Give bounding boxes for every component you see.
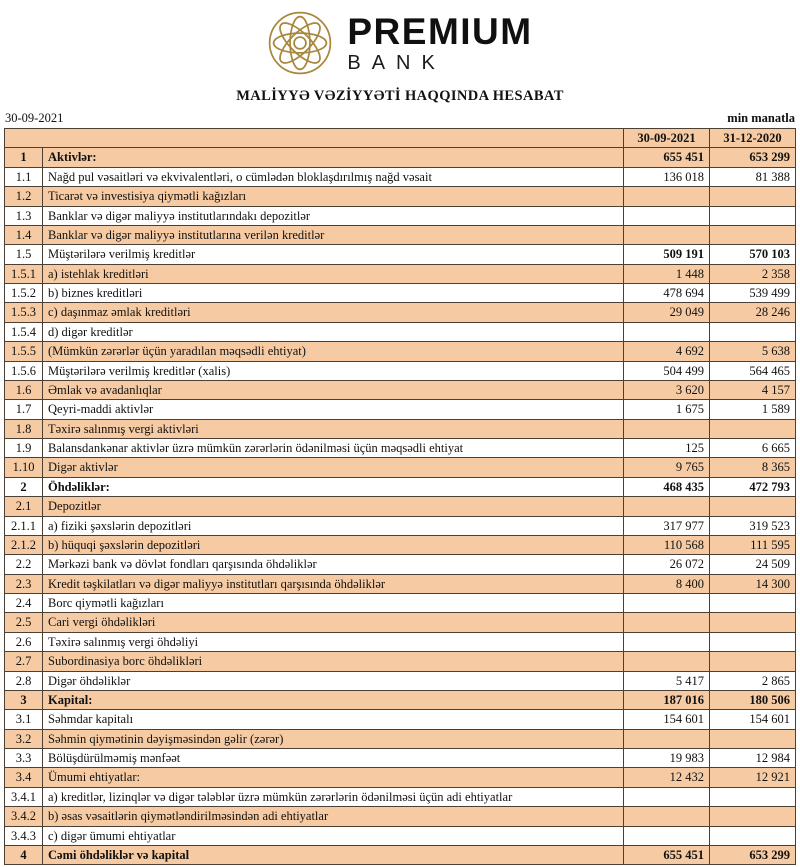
- row-label: Digər aktivlər: [43, 458, 624, 477]
- row-value-current: 29 049: [624, 303, 710, 322]
- row-label: Depozitlər: [43, 497, 624, 516]
- row-number: 2.1.2: [5, 535, 43, 554]
- row-value-current: [624, 652, 710, 671]
- row-number: 1.5: [5, 245, 43, 264]
- row-value-previous: 6 665: [710, 439, 796, 458]
- row-label: c) digər ümumi ehtiyatlar: [43, 826, 624, 845]
- row-value-current: [624, 826, 710, 845]
- row-label: Borc qiymətli kağızları: [43, 594, 624, 613]
- row-number: 1: [5, 148, 43, 167]
- row-label: Təxirə salınmış vergi aktivləri: [43, 419, 624, 438]
- row-value-current: 1 675: [624, 400, 710, 419]
- row-value-previous: 564 465: [710, 361, 796, 380]
- row-label: Banklar və digər maliyyə institutlarına verilən kreditlər: [43, 225, 624, 244]
- row-value-previous: 319 523: [710, 516, 796, 535]
- row-label: a) fiziki şəxslərin depozitləri: [43, 516, 624, 535]
- row-number: 1.1: [5, 167, 43, 186]
- table-row: [5, 206, 796, 225]
- table-row: [5, 458, 796, 477]
- row-label: Əmlak və avadanlıqlar: [43, 380, 624, 399]
- table-row: [5, 574, 796, 593]
- row-value-previous: [710, 419, 796, 438]
- row-value-current: 9 765: [624, 458, 710, 477]
- table-row: [5, 439, 796, 458]
- row-label: c) daşınmaz əmlak kreditləri: [43, 303, 624, 322]
- row-value-previous: 472 793: [710, 477, 796, 496]
- row-label: Ümumi ehtiyatlar:: [43, 768, 624, 787]
- row-label: Müştərilərə verilmiş kreditlər (xalis): [43, 361, 624, 380]
- row-value-previous: 2 358: [710, 264, 796, 283]
- row-value-current: 136 018: [624, 167, 710, 186]
- row-value-current: [624, 187, 710, 206]
- brand-name: PREMIUM: [347, 11, 533, 52]
- row-label: (Mümkün zərərlər üçün yaradılan məqsədli ehtiyat): [43, 342, 624, 361]
- row-number: 2.4: [5, 594, 43, 613]
- table-row: [5, 187, 796, 206]
- table-row: [5, 264, 796, 283]
- row-label: Müştərilərə verilmiş kreditlər: [43, 245, 624, 264]
- row-value-current: 478 694: [624, 284, 710, 303]
- row-label: Banklar və digər maliyyə institutlarındakı depozitlər: [43, 206, 624, 225]
- row-label: Kredit təşkilatları və digər maliyyə institutları qarşısında öhdəliklər: [43, 574, 624, 593]
- row-label: Ticarət və investisiya qiymətli kağızları: [43, 187, 624, 206]
- row-value-current: 3 620: [624, 380, 710, 399]
- column-header-empty: [5, 129, 624, 148]
- table-row: [5, 167, 796, 186]
- row-value-current: 655 451: [624, 148, 710, 167]
- row-number: 1.3: [5, 206, 43, 225]
- row-number: 1.7: [5, 400, 43, 419]
- row-label: d) digər kreditlər: [43, 322, 624, 341]
- row-value-current: [624, 807, 710, 826]
- unit-label: min manatla: [727, 111, 795, 125]
- row-value-current: 1 448: [624, 264, 710, 283]
- row-label: Digər öhdəliklər: [43, 671, 624, 690]
- table-row: [5, 613, 796, 632]
- row-number: 3.1: [5, 710, 43, 729]
- row-value-current: [624, 322, 710, 341]
- table-row: [5, 594, 796, 613]
- row-value-current: 26 072: [624, 555, 710, 574]
- row-label: Subordinasiya borc öhdəlikləri: [43, 652, 624, 671]
- financial-table: [4, 128, 796, 865]
- row-number: 1.6: [5, 380, 43, 399]
- row-value-current: [624, 206, 710, 225]
- row-number: 2.6: [5, 632, 43, 651]
- row-number: 2.2: [5, 555, 43, 574]
- row-label: Aktivlər:: [43, 148, 624, 167]
- row-value-previous: [710, 497, 796, 516]
- row-value-current: 12 432: [624, 768, 710, 787]
- row-value-previous: [710, 206, 796, 225]
- column-header-current-date: 30-09-2021: [624, 129, 710, 148]
- row-number: 1.5.6: [5, 361, 43, 380]
- row-value-current: 5 417: [624, 671, 710, 690]
- row-value-previous: 180 506: [710, 690, 796, 709]
- row-number: 3: [5, 690, 43, 709]
- row-value-previous: [710, 187, 796, 206]
- row-label: b) biznes kreditləri: [43, 284, 624, 303]
- row-number: 1.2: [5, 187, 43, 206]
- row-label: a) kreditlər, lizinqlər və digər tələblər üzrə mümkün zərərlərin ödənilməsi üçün adi ehtiyatlar: [43, 787, 624, 806]
- row-number: 3.4.1: [5, 787, 43, 806]
- table-row: [5, 303, 796, 322]
- row-value-previous: [710, 787, 796, 806]
- row-value-current: [624, 419, 710, 438]
- report-table-body: [5, 148, 796, 865]
- row-value-current: 110 568: [624, 535, 710, 554]
- row-value-previous: [710, 322, 796, 341]
- row-label: Cəmi öhdəliklər və kapital: [43, 845, 624, 864]
- row-value-previous: [710, 594, 796, 613]
- table-row: [5, 477, 796, 496]
- row-value-current: 19 983: [624, 749, 710, 768]
- row-value-current: 504 499: [624, 361, 710, 380]
- row-number: 2.3: [5, 574, 43, 593]
- row-number: 3.4.3: [5, 826, 43, 845]
- table-row: [5, 516, 796, 535]
- page-title: MALİYYƏ VƏZİYYƏTİ HAQQINDA HESABAT: [236, 88, 564, 104]
- table-row: [5, 148, 796, 167]
- row-value-previous: 570 103: [710, 245, 796, 264]
- table-row: [5, 284, 796, 303]
- row-number: 1.9: [5, 439, 43, 458]
- row-value-previous: 653 299: [710, 148, 796, 167]
- row-number: 1.5.3: [5, 303, 43, 322]
- row-value-current: [624, 787, 710, 806]
- row-value-previous: 4 157: [710, 380, 796, 399]
- row-value-previous: 28 246: [710, 303, 796, 322]
- row-value-current: 468 435: [624, 477, 710, 496]
- row-value-previous: [710, 807, 796, 826]
- table-row: [5, 710, 796, 729]
- row-number: 3.3: [5, 749, 43, 768]
- row-value-previous: 81 388: [710, 167, 796, 186]
- row-label: Mərkəzi bank və dövlət fondları qarşısında öhdəliklər: [43, 555, 624, 574]
- table-row: [5, 807, 796, 826]
- table-row: [5, 322, 796, 341]
- row-label: Səhmdar kapitalı: [43, 710, 624, 729]
- table-row: [5, 632, 796, 651]
- row-label: Təxirə salınmış vergi öhdəliyi: [43, 632, 624, 651]
- row-number: 1.5.2: [5, 284, 43, 303]
- row-value-previous: [710, 729, 796, 748]
- row-label: Balansdankənar aktivlər üzrə mümkün zərərlərin ödənilməsi üçün məqsədli ehtiyat: [43, 439, 624, 458]
- table-row: [5, 787, 796, 806]
- row-value-previous: [710, 225, 796, 244]
- row-number: 2.7: [5, 652, 43, 671]
- row-value-previous: [710, 826, 796, 845]
- table-row: [5, 652, 796, 671]
- row-value-previous: 24 509: [710, 555, 796, 574]
- row-value-previous: [710, 632, 796, 651]
- row-value-previous: 12 984: [710, 749, 796, 768]
- row-label: Nağd pul vəsaitləri və ekvivalentləri, o cümlədən bloklaşdırılmış nağd vəsait: [43, 167, 624, 186]
- bank-logo: [4, 6, 796, 78]
- row-label: b) hüquqi şəxslərin depozitləri: [43, 535, 624, 554]
- row-number: 1.10: [5, 458, 43, 477]
- row-value-current: 154 601: [624, 710, 710, 729]
- row-number: 1.4: [5, 225, 43, 244]
- row-number: 1.5.5: [5, 342, 43, 361]
- row-number: 2.1.1: [5, 516, 43, 535]
- row-value-current: 509 191: [624, 245, 710, 264]
- row-value-current: 8 400: [624, 574, 710, 593]
- row-value-current: [624, 613, 710, 632]
- row-value-previous: [710, 652, 796, 671]
- table-row: [5, 497, 796, 516]
- row-value-previous: 5 638: [710, 342, 796, 361]
- row-value-current: [624, 497, 710, 516]
- row-value-current: [624, 729, 710, 748]
- table-row: [5, 826, 796, 845]
- table-row: [5, 400, 796, 419]
- row-value-previous: 653 299: [710, 845, 796, 864]
- table-row: [5, 690, 796, 709]
- table-row: [5, 749, 796, 768]
- knot-emblem-icon: [267, 10, 333, 76]
- table-row: [5, 671, 796, 690]
- row-label: a) istehlak kreditləri: [43, 264, 624, 283]
- row-value-previous: 12 921: [710, 768, 796, 787]
- row-value-current: [624, 225, 710, 244]
- row-number: 4: [5, 845, 43, 864]
- row-number: 1.8: [5, 419, 43, 438]
- table-header-row: [5, 129, 796, 148]
- row-value-current: 125: [624, 439, 710, 458]
- row-number: 1.5.4: [5, 322, 43, 341]
- row-value-current: 4 692: [624, 342, 710, 361]
- meta-row: [4, 111, 796, 126]
- row-value-previous: 8 365: [710, 458, 796, 477]
- row-number: 3.2: [5, 729, 43, 748]
- row-value-previous: 539 499: [710, 284, 796, 303]
- table-row: [5, 535, 796, 554]
- bank-logo-text: [347, 13, 532, 73]
- row-value-current: 317 977: [624, 516, 710, 535]
- row-label: b) əsas vəsaitlərin qiymətləndirilməsindən adi ehtiyatlar: [43, 807, 624, 826]
- table-row: [5, 245, 796, 264]
- row-number: 2.1: [5, 497, 43, 516]
- table-row: [5, 845, 796, 864]
- row-value-previous: 2 865: [710, 671, 796, 690]
- row-number: 2.5: [5, 613, 43, 632]
- row-label: Cari vergi öhdəlikləri: [43, 613, 624, 632]
- row-number: 2.8: [5, 671, 43, 690]
- row-label: Bölüşdürülməmiş mənfəət: [43, 749, 624, 768]
- row-value-previous: 154 601: [710, 710, 796, 729]
- row-value-current: 655 451: [624, 845, 710, 864]
- row-number: 3.4.2: [5, 807, 43, 826]
- table-row: [5, 729, 796, 748]
- row-label: Qeyri-maddi aktivlər: [43, 400, 624, 419]
- table-row: [5, 225, 796, 244]
- row-label: Kapital:: [43, 690, 624, 709]
- row-value-current: [624, 594, 710, 613]
- row-label: Öhdəliklər:: [43, 477, 624, 496]
- report-date: 30-09-2021: [5, 111, 64, 125]
- row-label: Səhmin qiymətinin dəyişməsindən gəlir (zərər): [43, 729, 624, 748]
- column-header-previous-date: 31-12-2020: [710, 129, 796, 148]
- table-row: [5, 555, 796, 574]
- row-value-previous: [710, 613, 796, 632]
- row-value-current: 187 016: [624, 690, 710, 709]
- row-value-current: [624, 632, 710, 651]
- brand-sub: BANK: [347, 52, 446, 74]
- row-number: 1.5.1: [5, 264, 43, 283]
- row-value-previous: 1 589: [710, 400, 796, 419]
- row-number: 2: [5, 477, 43, 496]
- row-value-previous: 111 595: [710, 535, 796, 554]
- table-row: [5, 361, 796, 380]
- table-row: [5, 768, 796, 787]
- table-row: [5, 419, 796, 438]
- table-row: [5, 342, 796, 361]
- table-row: [5, 380, 796, 399]
- row-value-previous: 14 300: [710, 574, 796, 593]
- row-number: 3.4: [5, 768, 43, 787]
